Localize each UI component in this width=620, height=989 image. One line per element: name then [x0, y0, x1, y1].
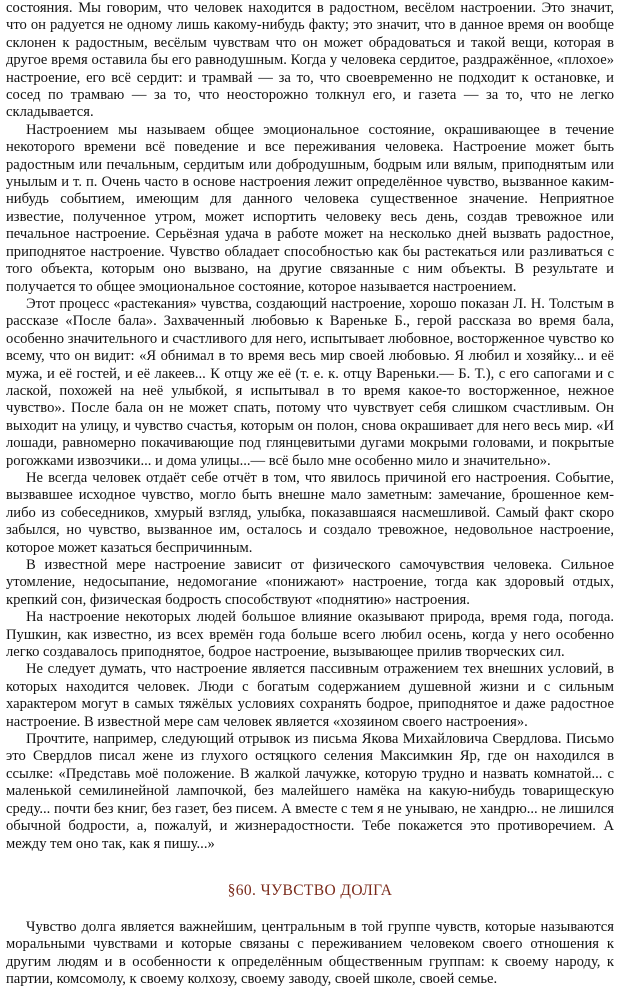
paragraph: Настроением мы называем общее эмоциональное состояние, окрашивающее в течение некоторого времени всё поведение и все переживания человека. Настроение может быть радостным или печальным, сердитым или добродушным, бодрым или вялым, приподнятым или унылым и т. п. Очень часто в основе настроения лежит определённое чувство, вызванное каким-нибудь событием, имеющим для данного человека существенное значение. Неприятное известие, полученное утром, может испортить человеку весь день, создав тревожное или печальное настроение. Серьёзная удача в работе может на несколько дней вызвать радостное, приподнятое настроение. Чувство обладает способностью как бы растекаться или разливаться с того объекта, которым оно вызвано, на другие связанные с ним объекты. В результате и получается то общее эмоциональное состояние, которое называется настроением.	[6, 121, 614, 295]
paragraph: состояния. Мы говорим, что человек находится в радостном, весёлом настроении. Это значит, что он радуется не одному лишь какому-нибудь факту; это значит, что в данное время он вообще склонен к радостным, весёлым чувствам что он может обрадоваться и такой вещи, которая в другое время оставила бы его равнодушным. Когда у человека сердитое, раздражённое, «плохое» настроение, его всё сердит: и трамвай — за то, что своевременно не подходит к остановке, и сосед по трамваю — за то, что неосторожно толкнул его, и газета — за то, что не легко складывается.	[6, 0, 614, 121]
paragraph: На настроение некоторых людей большое влияние оказывают природа, время года, погода. Пушкин, как известно, из всех времён года больше всего любил осень, когда у него особенно легко создавалось приподнятое, бодрое настроение, вызывающее прилив творческих сил.	[6, 609, 614, 661]
paragraph: Чувство долга является важнейшим, центральным в той группе чувств, которые называются моральными чувствами и которые связаны с переживанием человеком своего отношения к другим людям и в особенности к определённым общественным группам: к своему народу, к партии, комсомолу, к своему колхозу, своему заводу, своей школе, своей семье.	[6, 918, 614, 988]
paragraph: Не всегда человек отдаёт себе отчёт в том, что явилось причиной его настроения. Событие, вызвавшее исходное чувство, могло быть внешне мало заметным: замечание, брошенное кем-либо из собеседников, хмурый взгляд, улыбка, показавшаяся насмешливой. Самый факт скоро забылся, но чувство, вызванное им, осталось и создало тревожное, недовольное настроение, которое может казаться беспричинным.	[6, 469, 614, 556]
paragraph: В известной мере настроение зависит от физического самочувствия человека. Сильное утомление, недосыпание, недомогание «понижают» настроение, тогда как здоровый отдых, крепкий сон, физическая бодрость способствуют «поднятию» настроения.	[6, 557, 614, 608]
document-page	[6, 0, 614, 989]
paragraph: Не следует думать, что настроение является пассивным отражением тех внешних условий, в которых находится человек. Люди с богатым содержанием душевной жизни и с сильным характером могут в самых тяжёлых условиях сохранять бодрое, приподнятое и даже радостное настроение. В известной мере сам человек является «хозяином своего настроения».	[6, 661, 614, 730]
text-body-before	[6, 0, 614, 853]
paragraph: Прочтите, например, следующий отрывок из письма Якова Михайловича Свердлова. Письмо это Свердлов писал жене из глухого остяцкого селения Максимкин Яр, где он находился в ссылке: «Представь моё положение. В жалкой лачужке, которую трудно и назвать комнатой... с маленькой семилинейной лампочкой, без малейшего намёка на какую-нибудь товарищескую среду... почти без книг, без газет, без писем. А вместе с тем я не унываю, не хандрю... не лишился обычной бодрости, а, пожалуй, и жизнерадостности. Тебе покажется это противоречием. А между тем оно так, как я пишу...»	[6, 731, 614, 852]
text-body-after	[6, 919, 614, 989]
paragraph: Этот процесс «растекания» чувства, создающий настроение, хорошо показан Л. Н. Толстым в рассказе «После бала». Захваченный любовью к Вареньке Б., герой рассказа во время бала, особенно значительного и счастливого для него, испытывает любовное, восторженное чувство ко всему, что он видит: «Я обнимал в то время весь мир своей любовью. Я любил и хозяйку... и её мужа, и её гостей, и её лакеев... К отцу же её (т. е. к. отцу Вареньки.— Б. Т.), с его сапогами и с лаской, похожей на неё улыбкой, я испытывал в то время какое-то восторженное, нежное чувство». После бала он не может спать, потому что чувствует себя слишком счастливым. Он выходит на улицу, и чувство счастья, которым он полон, снова окрашивает для него весь мир. «И лошади, равномерно покачивающие под глянцевитыми дугами мокрыми головами, и покрытые рогожками извозчики... и дома улицы...— всё было мне особенно мило и значительно».	[6, 295, 614, 469]
section-heading: §60. ЧУВСТВО ДОЛГА	[227, 881, 393, 899]
